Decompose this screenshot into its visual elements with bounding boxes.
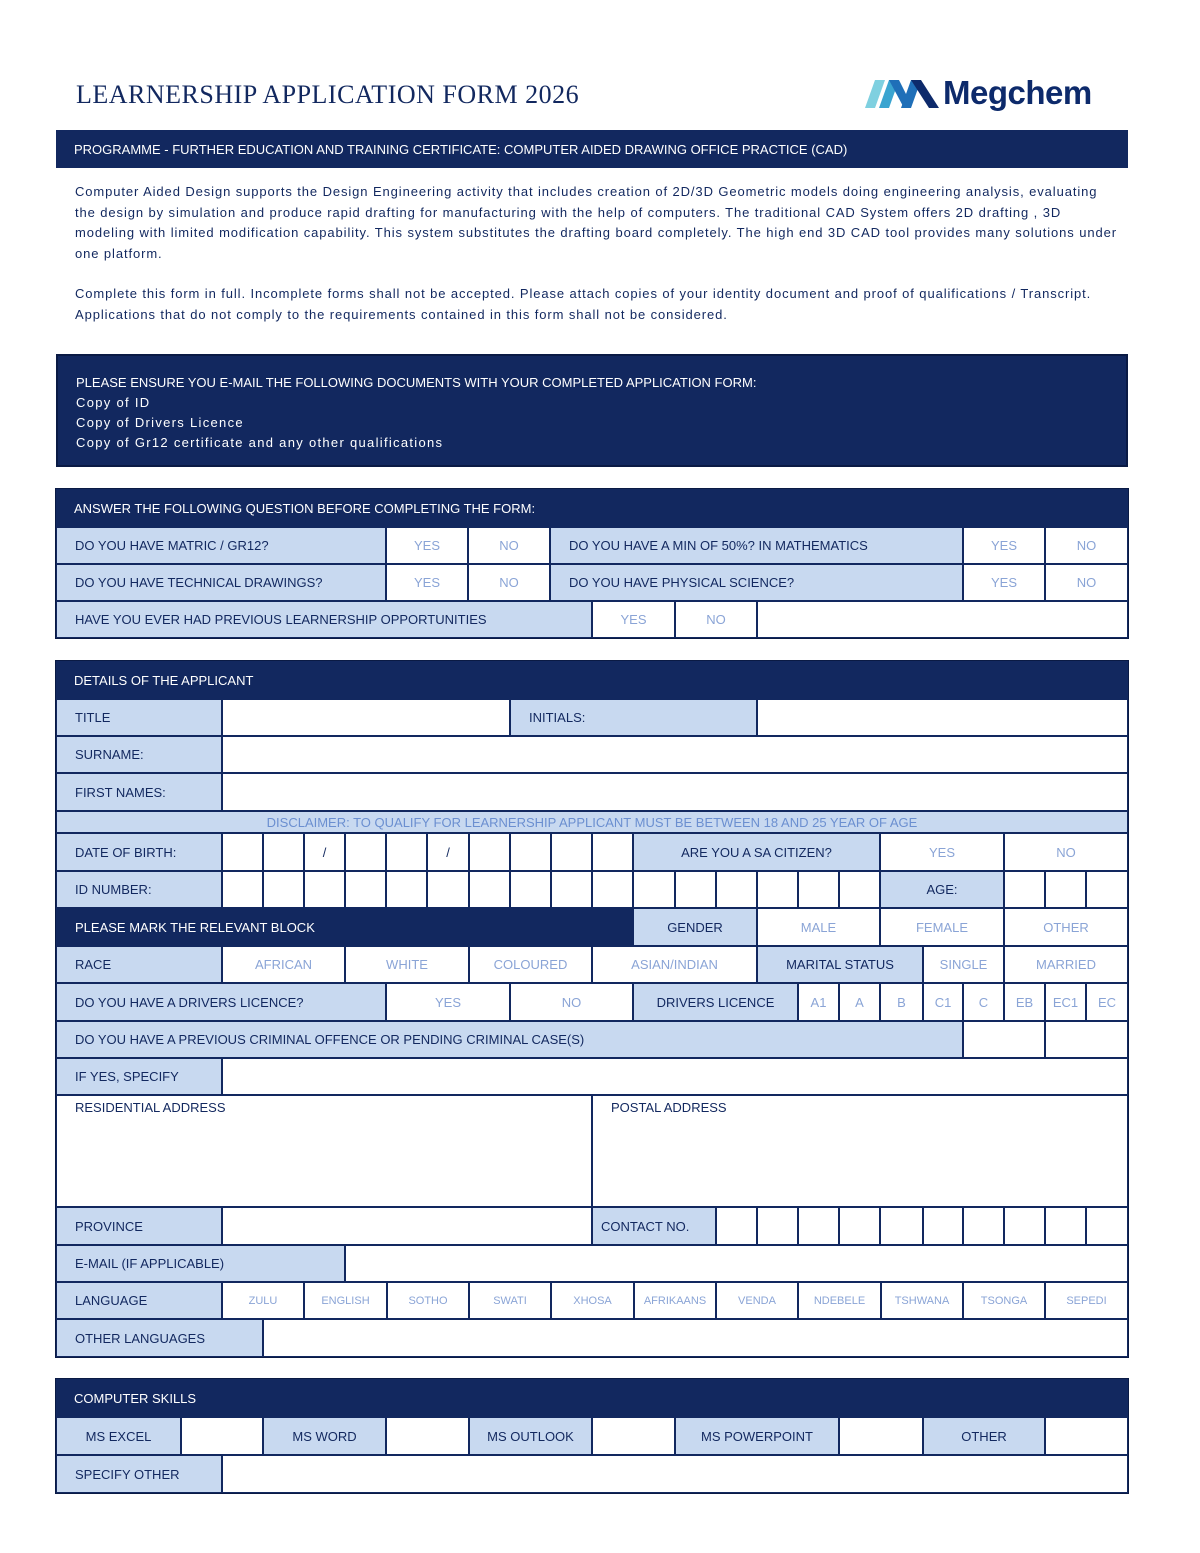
licence-code-eb-option[interactable]: EB <box>1004 983 1045 1021</box>
logo-wordmark: Megchem <box>943 74 1092 111</box>
if-yes-specify-label: IF YES, SPECIFY <box>56 1058 222 1095</box>
marital-single-option[interactable]: SINGLE <box>923 946 1004 983</box>
age-label: AGE: <box>880 871 1004 908</box>
id-digit-box[interactable] <box>757 871 798 908</box>
gender-label: GENDER <box>633 908 757 946</box>
title-label: TITLE <box>56 699 222 736</box>
contact-digit-box[interactable] <box>923 1207 963 1245</box>
language-label: LANGUAGE <box>56 1282 222 1319</box>
intro-paragraph-1: Computer Aided Design supports the Design Engineering activity that includes creation of 2D/3D Geometric models doing engineering analysis, evaluating the design by simulation and produce rapid drafting for manufacturing with the help of computers. The traditional CAD System offers 2D drafting , 3D modeling with limited modification capability. This system substitutes the drafting board completely. The high end 3D CAD tool provides many solutions under one platform. <box>75 184 1117 261</box>
licence-code-c1-option[interactable]: C1 <box>923 983 963 1021</box>
technical-drawings-no-option[interactable]: NO <box>468 564 550 601</box>
surname-field[interactable] <box>222 736 1128 773</box>
dob-digit-box[interactable] <box>386 833 427 871</box>
ms-excel-label: MS EXCEL <box>56 1417 181 1455</box>
contact-digit-box[interactable] <box>1004 1207 1045 1245</box>
dob-digit-box[interactable] <box>592 833 633 871</box>
contact-digit-box[interactable] <box>798 1207 839 1245</box>
gender-other-option[interactable]: OTHER <box>1004 908 1128 946</box>
sa-citizen-yes-option[interactable]: YES <box>880 833 1004 871</box>
contact-digit-box[interactable] <box>963 1207 1004 1245</box>
drivers-licence-question: DO YOU HAVE A DRIVERS LICENCE? <box>56 983 386 1021</box>
race-label: RACE <box>56 946 222 983</box>
question-technical-drawings: DO YOU HAVE TECHNICAL DRAWINGS? <box>56 564 386 601</box>
previous-learnership-yes-option[interactable]: YES <box>592 601 675 638</box>
province-field[interactable] <box>222 1207 592 1245</box>
specify-other-field[interactable] <box>222 1455 1128 1493</box>
id-digit-box[interactable] <box>675 871 716 908</box>
contact-digit-box[interactable] <box>1045 1207 1086 1245</box>
drivers-licence-yes-option[interactable]: YES <box>386 983 510 1021</box>
computer-skills-heading: COMPUTER SKILLS <box>56 1379 1128 1417</box>
ms-outlook-label: MS OUTLOOK <box>469 1417 592 1455</box>
page-title: LEARNERSHIP APPLICATION FORM 2026 <box>76 80 580 109</box>
technical-drawings-yes-option[interactable]: YES <box>386 564 468 601</box>
id-digit-box[interactable] <box>304 871 345 908</box>
ms-outlook-checkbox[interactable] <box>592 1417 675 1455</box>
language-afrikaans-option[interactable]: AFRIKAANS <box>634 1282 716 1319</box>
licence-code-ec1-option[interactable]: EC1 <box>1045 983 1086 1021</box>
id-digit-box[interactable] <box>263 871 304 908</box>
mathematics-no-option[interactable]: NO <box>1045 527 1128 564</box>
programme-banner: PROGRAMME - FURTHER EDUCATION AND TRAINING CERTIFICATE: COMPUTER AIDED DRAWING OFFICE PRACTICE (CAD) <box>56 130 1128 168</box>
dob-digit-box[interactable] <box>222 833 263 871</box>
initials-label: INITIALS: <box>510 699 757 736</box>
language-venda-option[interactable]: VENDA <box>716 1282 798 1319</box>
title-field[interactable] <box>222 699 510 736</box>
residential-address-label: RESIDENTIAL ADDRESS <box>75 1100 226 1115</box>
dob-digit-box[interactable] <box>263 833 304 871</box>
ms-word-label: MS WORD <box>263 1417 386 1455</box>
contact-digit-box[interactable] <box>716 1207 757 1245</box>
first-names-field[interactable] <box>222 773 1128 811</box>
physical-science-no-option[interactable]: NO <box>1045 564 1128 601</box>
questions-heading: ANSWER THE FOLLOWING QUESTION BEFORE COMPLETING THE FORM: <box>56 489 1128 527</box>
criminal-offence-question: DO YOU HAVE A PREVIOUS CRIMINAL OFFENCE OR PENDING CRIMINAL CASE(S) <box>56 1021 963 1058</box>
id-digit-box[interactable] <box>469 871 510 908</box>
licence-code-c-option[interactable]: C <box>963 983 1004 1021</box>
specify-other-label: SPECIFY OTHER <box>56 1455 222 1493</box>
intro-paragraph-2: Complete this form in full. Incomplete forms shall not be accepted. Please attach copies of your identity document and proof of qualifications / Transcript. Applications that do not comply to the requirements contained in this form shall not be considered. <box>75 286 1092 322</box>
id-digit-box[interactable] <box>222 871 263 908</box>
criminal-offence-yes-box[interactable] <box>963 1021 1045 1058</box>
race-coloured-option[interactable]: COLOURED <box>469 946 592 983</box>
age-digit-box[interactable] <box>1004 871 1045 908</box>
residential-address-field[interactable] <box>56 1095 592 1207</box>
previous-learnership-details-field[interactable] <box>757 601 1128 638</box>
age-disclaimer: DISCLAIMER: TO QUALIFY FOR LEARNERSHIP APPLICANT MUST BE BETWEEN 18 AND 25 YEAR OF AGE <box>56 811 1128 833</box>
id-digit-box[interactable] <box>345 871 386 908</box>
document-item: Copy of Drivers Licence <box>76 415 244 430</box>
language-sepedi-option[interactable]: SEPEDI <box>1045 1282 1128 1319</box>
drivers-licence-code-label: DRIVERS LICENCE <box>633 983 798 1021</box>
licence-code-a1-option[interactable]: A1 <box>798 983 839 1021</box>
other-languages-label: OTHER LANGUAGES <box>56 1319 263 1357</box>
question-physical-science: DO YOU HAVE PHYSICAL SCIENCE? <box>550 564 963 601</box>
language-ndebele-option[interactable]: NDEBELE <box>798 1282 881 1319</box>
email-label: E-MAIL (IF APPLICABLE) <box>56 1245 345 1282</box>
criminal-details-field[interactable] <box>222 1058 1128 1095</box>
postal-address-field[interactable] <box>592 1095 1128 1207</box>
id-digit-box[interactable] <box>551 871 592 908</box>
id-digit-box[interactable] <box>386 871 427 908</box>
licence-code-a-option[interactable]: A <box>839 983 880 1021</box>
first-names-label: FIRST NAMES: <box>56 773 222 811</box>
language-english-option[interactable]: ENGLISH <box>304 1282 387 1319</box>
race-african-option[interactable]: AFRICAN <box>222 946 345 983</box>
contact-digit-box[interactable] <box>839 1207 880 1245</box>
ms-powerpoint-checkbox[interactable] <box>839 1417 923 1455</box>
megchem-logo-icon <box>865 80 939 108</box>
contact-digit-box[interactable] <box>1086 1207 1128 1245</box>
previous-learnership-no-option[interactable]: NO <box>675 601 757 638</box>
matric-no-option[interactable]: NO <box>468 527 550 564</box>
id-number-label: ID NUMBER: <box>56 871 222 908</box>
marital-status-label: MARITAL STATUS <box>757 946 923 983</box>
matric-yes-option[interactable]: YES <box>386 527 468 564</box>
id-digit-box[interactable] <box>633 871 675 908</box>
contact-digit-box[interactable] <box>757 1207 798 1245</box>
language-zulu-option[interactable]: ZULU <box>222 1282 304 1319</box>
language-tsonga-option[interactable]: TSONGA <box>963 1282 1045 1319</box>
physical-science-yes-option[interactable]: YES <box>963 564 1045 601</box>
applicant-heading: DETAILS OF THE APPLICANT <box>56 661 1128 699</box>
language-tshwana-option[interactable]: TSHWANA <box>881 1282 963 1319</box>
postal-address-label: POSTAL ADDRESS <box>611 1100 727 1115</box>
other-skill-label: OTHER <box>923 1417 1045 1455</box>
mark-relevant-block-label: PLEASE MARK THE RELEVANT BLOCK <box>56 908 633 946</box>
other-skill-checkbox[interactable] <box>1045 1417 1128 1455</box>
document-item: Copy of Gr12 certificate and any other qualifications <box>76 435 444 450</box>
documents-notice <box>56 354 1128 467</box>
race-white-option[interactable]: WHITE <box>345 946 469 983</box>
age-digit-box[interactable] <box>1086 871 1128 908</box>
marital-married-option[interactable]: MARRIED <box>1004 946 1128 983</box>
dob-digit-box[interactable] <box>345 833 386 871</box>
id-digit-box[interactable] <box>510 871 551 908</box>
contact-digit-box[interactable] <box>880 1207 923 1245</box>
ms-word-checkbox[interactable] <box>386 1417 469 1455</box>
document-item: Copy of ID <box>76 395 151 410</box>
id-digit-box[interactable] <box>427 871 469 908</box>
age-digit-box[interactable] <box>1045 871 1086 908</box>
dob-digit-box[interactable] <box>551 833 592 871</box>
megchem-logo <box>865 74 1115 116</box>
criminal-offence-no-box[interactable] <box>1045 1021 1128 1058</box>
sa-citizen-no-option[interactable]: NO <box>1004 833 1128 871</box>
id-digit-box[interactable] <box>839 871 880 908</box>
race-asian-indian-option[interactable]: ASIAN/INDIAN <box>592 946 757 983</box>
ms-powerpoint-label: MS POWERPOINT <box>675 1417 839 1455</box>
question-matric: DO YOU HAVE MATRIC / GR12? <box>56 527 386 564</box>
licence-code-b-option[interactable]: B <box>880 983 923 1021</box>
gender-male-option[interactable]: MALE <box>757 908 880 946</box>
id-digit-box[interactable] <box>798 871 839 908</box>
gender-female-option[interactable]: FEMALE <box>880 908 1004 946</box>
id-digit-box[interactable] <box>716 871 757 908</box>
dob-separator: / <box>304 833 345 871</box>
language-sotho-option[interactable]: SOTHO <box>387 1282 469 1319</box>
drivers-licence-no-option[interactable]: NO <box>510 983 633 1021</box>
province-label: PROVINCE <box>56 1207 222 1245</box>
surname-label: SURNAME: <box>56 736 222 773</box>
date-of-birth-label: DATE OF BIRTH: <box>56 833 222 871</box>
initials-field[interactable] <box>757 699 1128 736</box>
dob-separator: / <box>427 833 469 871</box>
id-digit-box[interactable] <box>592 871 633 908</box>
email-field[interactable] <box>345 1245 1128 1282</box>
other-languages-field[interactable] <box>263 1319 1128 1357</box>
contact-number-label: CONTACT NO. <box>592 1207 716 1245</box>
language-xhosa-option[interactable]: XHOSA <box>551 1282 634 1319</box>
mathematics-yes-option[interactable]: YES <box>963 527 1045 564</box>
question-mathematics: DO YOU HAVE A MIN OF 50%? IN MATHEMATICS <box>550 527 963 564</box>
ms-excel-checkbox[interactable] <box>181 1417 263 1455</box>
dob-digit-box[interactable] <box>469 833 510 871</box>
question-previous-learnership: HAVE YOU EVER HAD PREVIOUS LEARNERSHIP OPPORTUNITIES <box>56 601 592 638</box>
language-swati-option[interactable]: SWATI <box>469 1282 551 1319</box>
documents-heading: PLEASE ENSURE YOU E-MAIL THE FOLLOWING DOCUMENTS WITH YOUR COMPLETED APPLICATION FORM: <box>76 375 757 390</box>
sa-citizen-label: ARE YOU A SA CITIZEN? <box>633 833 880 871</box>
dob-digit-box[interactable] <box>510 833 551 871</box>
licence-code-ec-option[interactable]: EC <box>1086 983 1128 1021</box>
